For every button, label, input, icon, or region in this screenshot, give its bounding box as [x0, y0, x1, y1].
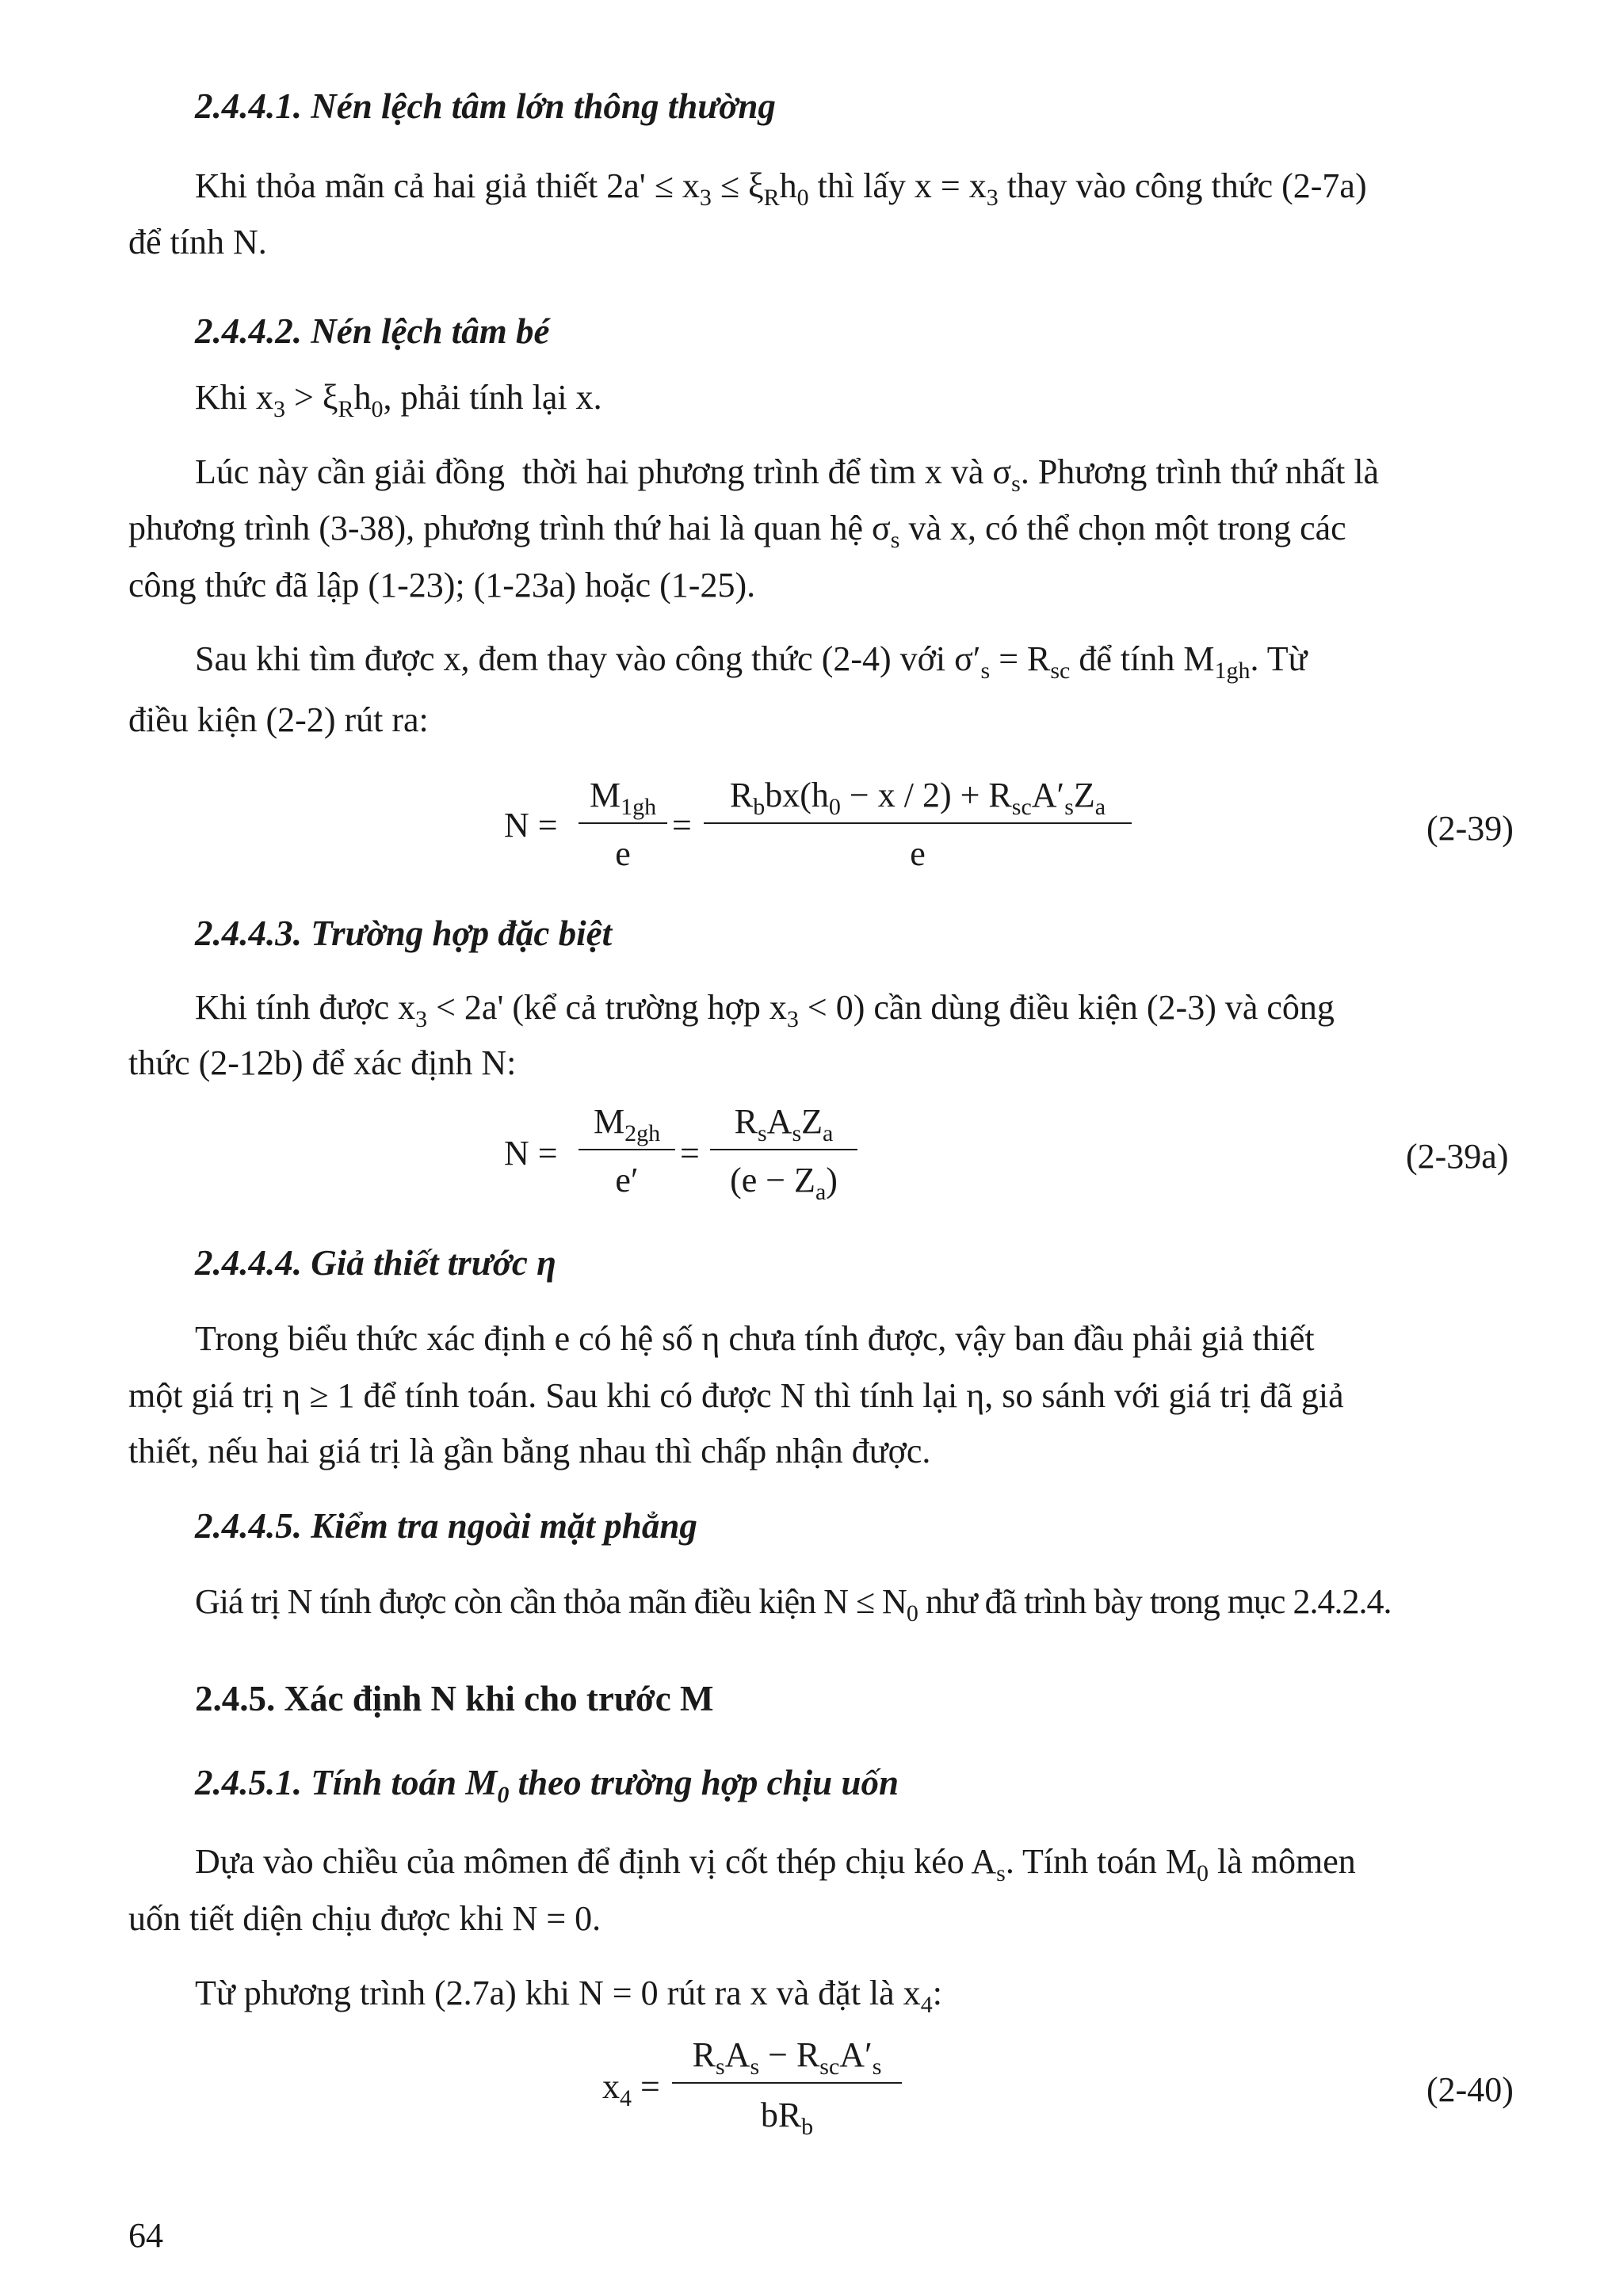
- equation-number: (2-39a): [1406, 1137, 1509, 1176]
- paragraph-line: Khi thỏa mãn cả hai giả thiết $2a' \le x_3 \le \xi_Rh_0$ thì lấy $x = x_3$ thay vào công thức (2-7a): [195, 166, 1367, 211]
- section-heading-2-4-4-3: 2.4.4.3. Trường hợp đặc biệt: [195, 913, 613, 953]
- paragraph-line: Khi tính được $x_3 < 2a'$ (kể cả trường hợp $x_3 < 0$) cần dùng điều kiện (2-3) và công: [195, 988, 1335, 1032]
- paragraph-line: Khi $x_3 > \xi_Rh_0$, phải tính lại x.: [195, 378, 602, 422]
- paragraph-line: phương trình (3-38), phương trình thứ hai là quan hệ $\sigma_s$ và x, có thể chọn một trong các: [128, 509, 1346, 553]
- paragraph-line: Từ phương trình (2.7a) khi N = 0 rút ra x và đặt là $x_4$:: [195, 1974, 942, 2018]
- paragraph-line: thiết, nếu hai giá trị là gần bằng nhau thì chấp nhận được.: [128, 1432, 931, 1470]
- paragraph-line: thức (2-12b) để xác định N:: [128, 1043, 517, 1082]
- section-heading-2-4-4-5: 2.4.4.5. Kiểm tra ngoài mặt phẳng: [195, 1506, 697, 1546]
- paragraph-line: để tính N.: [128, 223, 267, 261]
- page-number: 64: [128, 2216, 163, 2255]
- paragraph-line: Trong biểu thức xác định e có hệ số η chưa tính được, vậy ban đầu phải giả thiết: [195, 1319, 1315, 1358]
- fraction-rs-as-za: $R_sA_sZ_a$ $(e - Z_a)$: [710, 1101, 857, 1204]
- paragraph-line: một giá trị η ≥ 1 để tính toán. Sau khi có được N thì tính lại η, so sánh với giá trị đã giả: [128, 1376, 1344, 1415]
- section-heading-2-4-5-1: 2.4.5.1. Tính toán $M_0$ theo trường hợp chịu uốn: [195, 1763, 899, 1808]
- fraction-x4: $R_sA_s - R_{sc}A'_s$ $bR_b$: [672, 2035, 902, 2145]
- section-heading-2-4-5: 2.4.5. Xác định N khi cho trước M: [195, 1679, 714, 1718]
- paragraph-line: uốn tiết diện chịu được khi N = 0.: [128, 1899, 601, 1938]
- fraction-m2gh-over-eprime: $M_{2gh}$ e′: [579, 1101, 675, 1204]
- paragraph-line: công thức đã lập (1-23); (1-23a) hoặc (1-25).: [128, 566, 756, 605]
- section-heading-2-4-4-2: 2.4.4.2. Nén lệch tâm bé: [195, 311, 550, 351]
- fraction-rb-bx-over-e: $R_bbx(h_0 - x / 2) + R_{sc}A'_sZ_a$ e: [704, 775, 1132, 878]
- fraction-m1gh-over-e: $M_{1gh}$ e: [579, 775, 667, 878]
- document-page: 2.4.4.1. Nén lệch tâm lớn thông thường Khi thỏa mãn cả hai giả thiết $2a' \le x_3 \le \xi_Rh_0$ thì lấy $x = x_3$ thay vào công thức (2-7a) để tính N. 2.4.4.2. Nén lệch tâm bé Khi $x_3 > \xi_Rh_0$, phải tính lại x. Lúc này cần giải đồng thời hai phương trình để tìm x và $\sigma_s$. Phương trình thứ nhất là phương trình (3-38), phương trình thứ hai là quan hệ $\sigma_s$ và x, có thể chọn một trong các công thức đã lập (1-23); (1-23a) hoặc (1-25). Sau khi tìm được x, đem thay vào công thức (2-4) với $\sigma'_s = R_{sc}$ để tính $M_{1gh}$. Từ điều kiện (2-2) rút ra: N = $M_{1gh}$ e = $R_bbx(h_0 - x / 2) + R_{sc}A'_sZ_a$ e (2-39) 2.4.4.3. Trường hợp đặc biệt Khi tính được $x_3 < 2a'$ (kể cả trường hợp $x_3 < 0$) cần dùng điều kiện (2-3) và công thức (2-12b) để xác định N: N = $M_{2gh}$ e′ = $R_sA_sZ_a$ $(e - Z_a)$ (2-39a) 2.4.4.4. Giả thiết trước η Trong biểu thức xác định e có hệ số η chưa tính được, vậy ban đầu phải giả thiết một giá trị η ≥ 1 để tính toán. Sau khi có được N thì tính lại η, so sánh với giá trị đã giả thiết, nếu hai giá trị là gần bằng nhau thì chấp nhận được. 2.4.4.5. Kiểm tra ngoài mặt phẳng Giá trị N tính được còn cần thỏa mãn điều kiện $N \le N_0$ như đã trình bày trong mục 2.4.2.4. 2.4.5. Xác định N khi cho trước M 2.4.5.1. Tính toán $M_0$ theo trường hợp chịu uốn Dựa vào chiều của mômen để định vị cốt thép chịu kéo $A_s$. Tính toán $M_0$ là mômen uốn tiết diện chịu được khi N = 0. Từ phương trình (2.7a) khi N = 0 rút ra x và đặt là $x_4$: $x_4$ = $R_sA_s - R_{sc}A'_s$ $bR_b$ (2-40) 64: [128, 86, 1514, 2255]
- paragraph-line: điều kiện (2-2) rút ra:: [128, 700, 429, 739]
- paragraph-line: Sau khi tìm được x, đem thay vào công thức (2-4) với $\sigma'_s = R_{sc}$ để tính $M_{1gh}$. Từ: [195, 639, 1308, 684]
- section-heading-2-4-4-1: 2.4.4.1. Nén lệch tâm lớn thông thường: [195, 86, 776, 126]
- paragraph-line: Lúc này cần giải đồng thời hai phương trình để tìm x và $\sigma_s$. Phương trình thứ nhất là: [195, 452, 1380, 497]
- section-heading-2-4-4-4: 2.4.4.4. Giả thiết trước η: [195, 1243, 556, 1283]
- equation-number: (2-39): [1426, 809, 1514, 848]
- equation-number: (2-40): [1426, 2070, 1514, 2109]
- paragraph-line: Giá trị N tính được còn cần thỏa mãn điều kiện $N \le N_0$ như đã trình bày trong mục 2.4.2.4.: [195, 1582, 1392, 1627]
- paragraph-line: Dựa vào chiều của mômen để định vị cốt thép chịu kéo $A_s$. Tính toán $M_0$ là mômen: [195, 1842, 1356, 1886]
